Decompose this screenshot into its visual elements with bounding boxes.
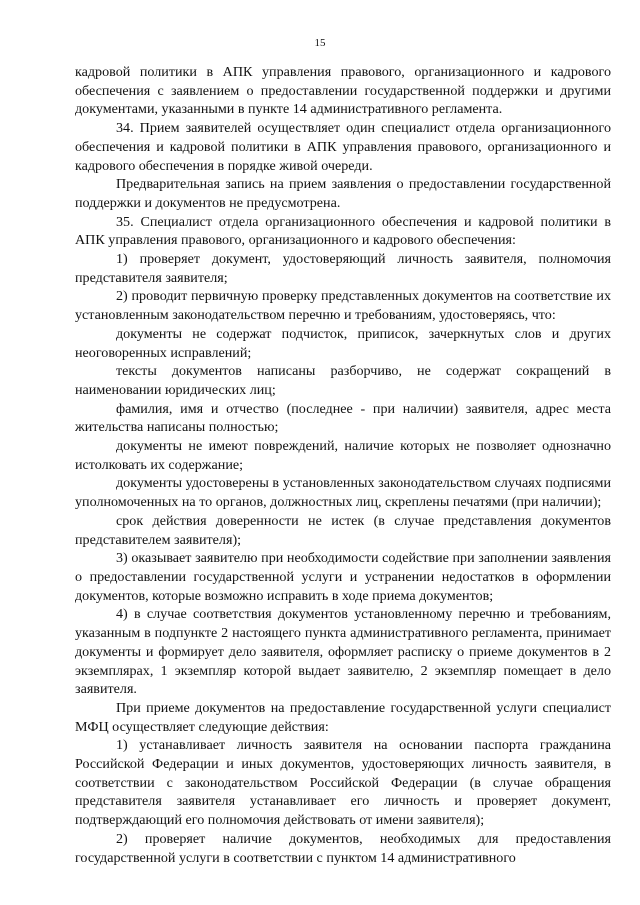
paragraph: При приеме документов на предоставление государственной услуги специалист МФЦ осуществляет следующие действия: xyxy=(75,699,611,735)
paragraph: срок действия доверенности не истек (в случае представления документов представителем заявителя); xyxy=(75,512,611,548)
paragraph: 34. Прием заявителей осуществляет один специалист отдела организационного обеспечения и кадровой политики в АПК управления правового, организационного и кадрового обеспечения в порядке живой очереди. xyxy=(75,120,611,174)
paragraph: 3) оказывает заявителю при необходимости содействие при заполнении заявления о предоставлении государственной услуги и устранении недостатков в оформлении документов, которые возможно исправить в ходе приема документов; xyxy=(75,550,611,604)
document-body xyxy=(75,63,611,867)
paragraph: 35. Специалист отдела организационного обеспечения и кадровой политики в АПК управления правового, организационного и кадрового обеспечения: xyxy=(75,213,611,249)
paragraph: Предварительная запись на прием заявления о предоставлении государственной поддержки и документов не предусмотрена. xyxy=(75,176,611,211)
paragraph: 4) в случае соответствия документов установленному перечню и требованиям, указанным в подпункте 2 настоящего пункта административного регламента, принимает документы и формирует дело заявителя, оформляет расписку о приеме документов в 2 экземплярах, 1 экземпляр которой выдает заявителю, 2 экземпляр помещает в дело заявителя. xyxy=(75,606,611,698)
paragraph: 1) проверяет документ, удостоверяющий личность заявителя, полномочия представителя заявителя; xyxy=(75,251,611,286)
paragraph: 2) проводит первичную проверку представленных документов на соответствие их установленным законодательством перечню и требованиям, удостоверяясь, что: xyxy=(75,288,611,324)
paragraph: кадровой политики в АПК управления правового, организационного и кадрового обеспечения с заявлением о предоставлении государственной поддержки и другими документами, указанными в пункте 14 административного регламента. xyxy=(75,64,611,118)
paragraph: 2) проверяет наличие документов, необходимых для предоставления государственной услуги в соответствии с пунктом 14 административного xyxy=(75,830,611,866)
paragraph: документы не содержат подчисток, приписок, зачеркнутых слов и других неоговоренных исправлений; xyxy=(75,325,611,361)
paragraph: фамилия, имя и отчество (последнее - при наличии) заявителя, адрес места жительства написаны полностью; xyxy=(75,400,611,436)
paragraph: 1) устанавливает личность заявителя на основании паспорта гражданина Российской Федерации и иных документов, удостоверяющих личность заявителя, в соответствии с законодательством Российской Федерации (в случае обращения представителя заявителя устанавливает его личность и проверяет документ, подтверждающий его полномочия действовать от имени заявителя); xyxy=(75,737,611,829)
paragraph: тексты документов написаны разборчиво, не содержат сокращений в наименовании юридических лиц; xyxy=(75,363,611,398)
paragraph: документы не имеют повреждений, наличие которых не позволяет однозначно истолковать их содержание; xyxy=(75,438,611,473)
page-number: 15 xyxy=(314,37,326,49)
paragraph: документы удостоверены в установленных законодательством случаях подписями уполномоченных на то органов, должностных лиц, скреплены печатями (при наличии); xyxy=(75,475,611,511)
